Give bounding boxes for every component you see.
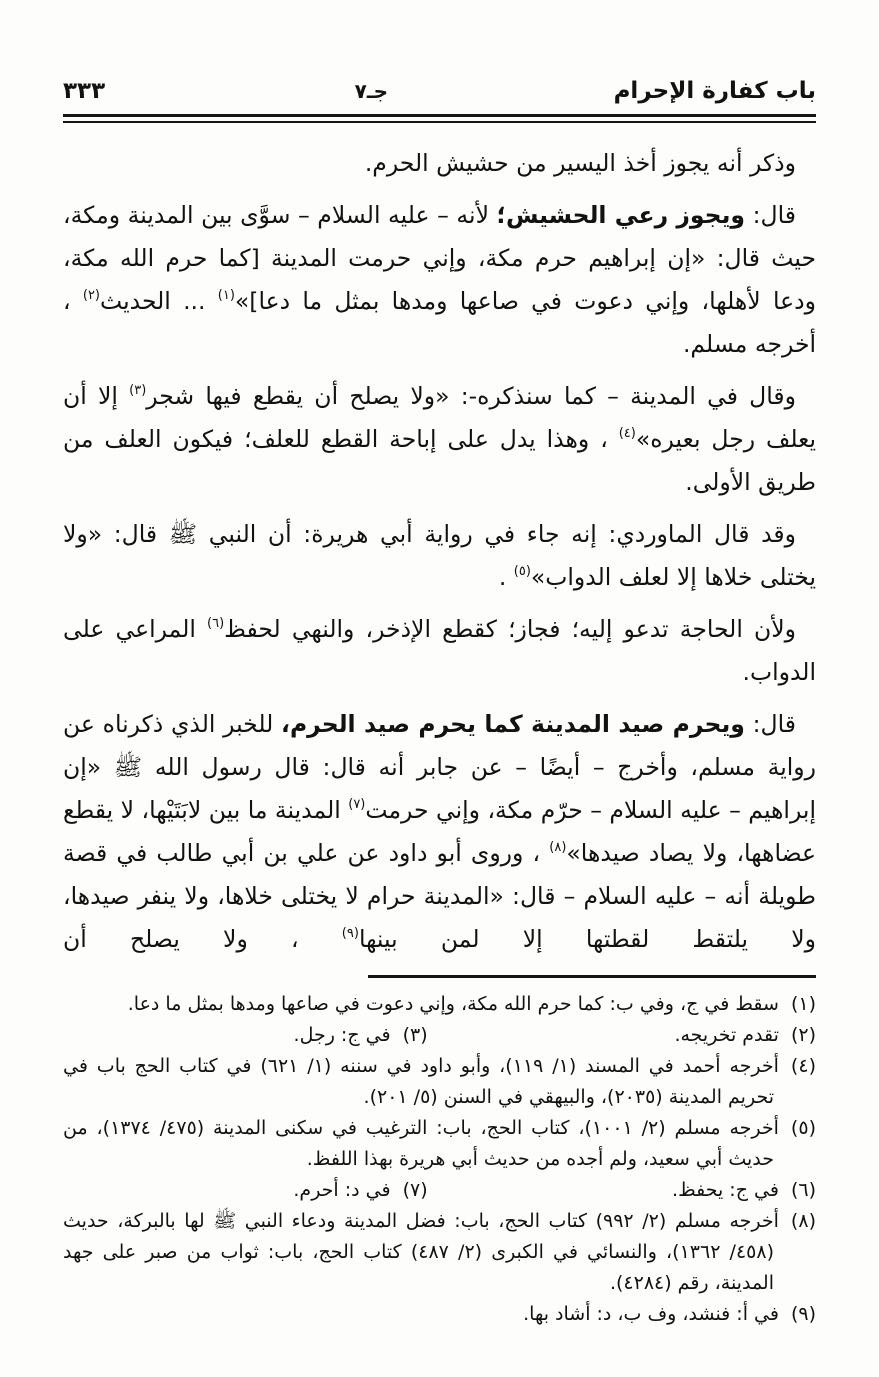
volume-label: جـ٧: [354, 79, 389, 103]
footnote-number: (١): [790, 993, 816, 1016]
footnote: [63, 1206, 816, 1299]
footnote-number: (٨): [790, 1210, 816, 1233]
footnote-text: أخرجه أحمد في المسند (١/ ١١٩)، وأبو داود في سننه (١/ ٦٢١) في كتاب الحج باب في تحريم المدينة (٢٠٣٥)، والبيهقي في السنن (٥/ ٢٠١).: [63, 1055, 779, 1109]
footnote: [63, 1113, 816, 1175]
footnotes-list: [63, 989, 816, 1330]
paragraph: [63, 194, 816, 366]
footnote-text: في ج: رجل.: [293, 1024, 391, 1047]
footnote-ref: (٨): [549, 840, 567, 856]
body-text: المدينة ما بين لابَتَيْها، لا يقطع عضاهها، ولا يصاد صيدها»: [62, 796, 817, 868]
footnote-text: في ج: يحفظ.: [672, 1179, 779, 1202]
body-text: إلا أن يعلف رجل بعيره»: [63, 382, 816, 454]
paragraph: [63, 142, 816, 185]
footnote-row: [63, 1051, 816, 1113]
body-text: وذكر أنه يجوز أخذ اليسير من حشيش الحرم.: [364, 149, 796, 178]
footnote: [63, 1051, 816, 1113]
body-text: قال:: [744, 710, 796, 739]
footnote-ref: (٩): [341, 926, 359, 942]
footnote-number: (٦): [790, 1179, 816, 1202]
body-text: ، وروى أبو داود عن علي بن أبي طالب في قصة طويلة أنه – عليه السلام – قال: «المدينة حرام لا يختلى خلاها، ولا ينفر صيدها، ولا يلتقط لقطتها إلا لمن بينها: [63, 839, 816, 954]
page-header: [63, 76, 816, 107]
footnote-ref: (٦): [207, 616, 225, 632]
body-text: .: [498, 563, 514, 592]
footnote-row: [63, 989, 816, 1020]
body-text: قال:: [745, 201, 796, 230]
footnote-row: [63, 1113, 816, 1175]
footnote: [294, 1020, 428, 1051]
footnote-text: في د: أحرم.: [293, 1179, 391, 1202]
body-text: وقال في المدينة – كما سنذكره-: «ولا يصلح أن يقطع فيها شجر: [146, 382, 796, 411]
body-text: ... الحديث: [100, 287, 218, 316]
footnote-number: (٢): [790, 1024, 816, 1047]
body-text: وقد قال الماوردي: إنه جاء في رواية أبي هريرة: أن النبي ﷺ قال: «ولا يختلى خلاها إلا لعلف الدواب»: [63, 520, 816, 592]
footnote-row: [63, 1299, 816, 1330]
footnote-ref: (١): [217, 288, 235, 304]
footnote-number: (٤): [790, 1055, 816, 1078]
footnote: [428, 1020, 816, 1051]
body-text: لأنه – عليه السلام – سوَّى بين المدينة ومكة، حيث قال: «إن إبراهيم حرم مكة، وإني حرمت المدينة [كما حرم الله مكة، ودعا لأهلها، وإني دعوت في صاعها ومدها بمثل ما دعا]»: [63, 201, 816, 316]
footnote-row: [63, 1020, 816, 1051]
footnote-number: (٧): [402, 1179, 428, 1202]
footnote-ref: (٣): [129, 383, 147, 399]
footnote-text: أخرجه مسلم (٢/ ١٠٠١)، كتاب الحج، باب: الترغيب في سكنى المدينة (٤٧٥/ ١٣٧٤)، من حديث أبي سعيد، ولم أجده من حديث أبي هريرة بهذا اللفظ.: [63, 1117, 779, 1171]
paragraph: [63, 608, 816, 694]
paragraphs-container: [63, 142, 816, 961]
footnote: [293, 1175, 427, 1206]
footnote-number: (٥): [790, 1117, 816, 1140]
footnote-row: [63, 1206, 816, 1299]
footnote-number: (٩): [790, 1303, 816, 1326]
footnote: [63, 989, 816, 1020]
footnote-text: تقدم تخريجه.: [674, 1024, 779, 1047]
footnote-ref: (٧): [348, 797, 366, 813]
emphasis-text: ويحرم صيد المدينة كما يحرم صيد الحرم،: [281, 710, 745, 739]
footnote-text: أخرجه مسلم (٢/ ٩٩٢) كتاب الحج، باب: فضل المدينة ودعاء النبي ﷺ لها بالبركة، حديث (٤٥٨/ ١٣٦٢)، والنسائي في الكبرى (٢/ ٤٨٧) كتاب الحج، باب: ثواب من صبر على جهد المدينة، رقم (٤٢٨٤).: [63, 1210, 779, 1295]
header-divider: [63, 114, 816, 123]
paragraph: [63, 703, 816, 961]
footnote-ref: (٥): [513, 564, 531, 580]
footnote-number: (٣): [402, 1024, 428, 1047]
footnotes-section: [63, 975, 816, 1330]
body-text: ولأن الحاجة تدعو إليه؛ فجاز؛ كقطع الإذخر، والنهي لحفظ: [224, 615, 796, 644]
footnote-text: في أ: فنشد، وف ب، د: أشاد بها.: [523, 1303, 779, 1326]
chapter-title: باب كفارة الإحرام: [613, 78, 816, 104]
footnote-divider: [368, 975, 816, 978]
body-text: ، أخرجه مسلم.: [63, 287, 816, 359]
footnote-ref: (٢): [82, 288, 100, 304]
page-number: ٣٣٣: [63, 78, 106, 104]
footnote-text: سقط في ج، وفي ب: كما حرم الله مكة، وإني دعوت في صاعها ومدها بمثل ما دعا.: [127, 993, 779, 1016]
footnote: [63, 1299, 816, 1330]
body-text: للخبر الذي ذكرناه عن رواية مسلم، وأخرج – أيضًا – عن جابر أنه قال: قال رسول الله ﷺ «إن إبراهيم – عليه السلام – حرّم مكة، وإني حرمت: [63, 710, 816, 825]
paragraph: [63, 513, 816, 599]
body-text: المراعي على الدواب.: [63, 615, 816, 687]
footnote-row: [63, 1175, 816, 1206]
body-text: ، وهذا يدل على إباحة القطع للعلف؛ فيكون العلف من طريق الأولى.: [63, 425, 816, 497]
paragraph: [63, 375, 816, 504]
footnote-ref: (٤): [618, 426, 636, 442]
emphasis-text: ويجوز رعي الحشيش؛: [496, 201, 746, 230]
footnote: [428, 1175, 816, 1206]
body-text: ، ولا يصلح أن: [63, 925, 342, 954]
